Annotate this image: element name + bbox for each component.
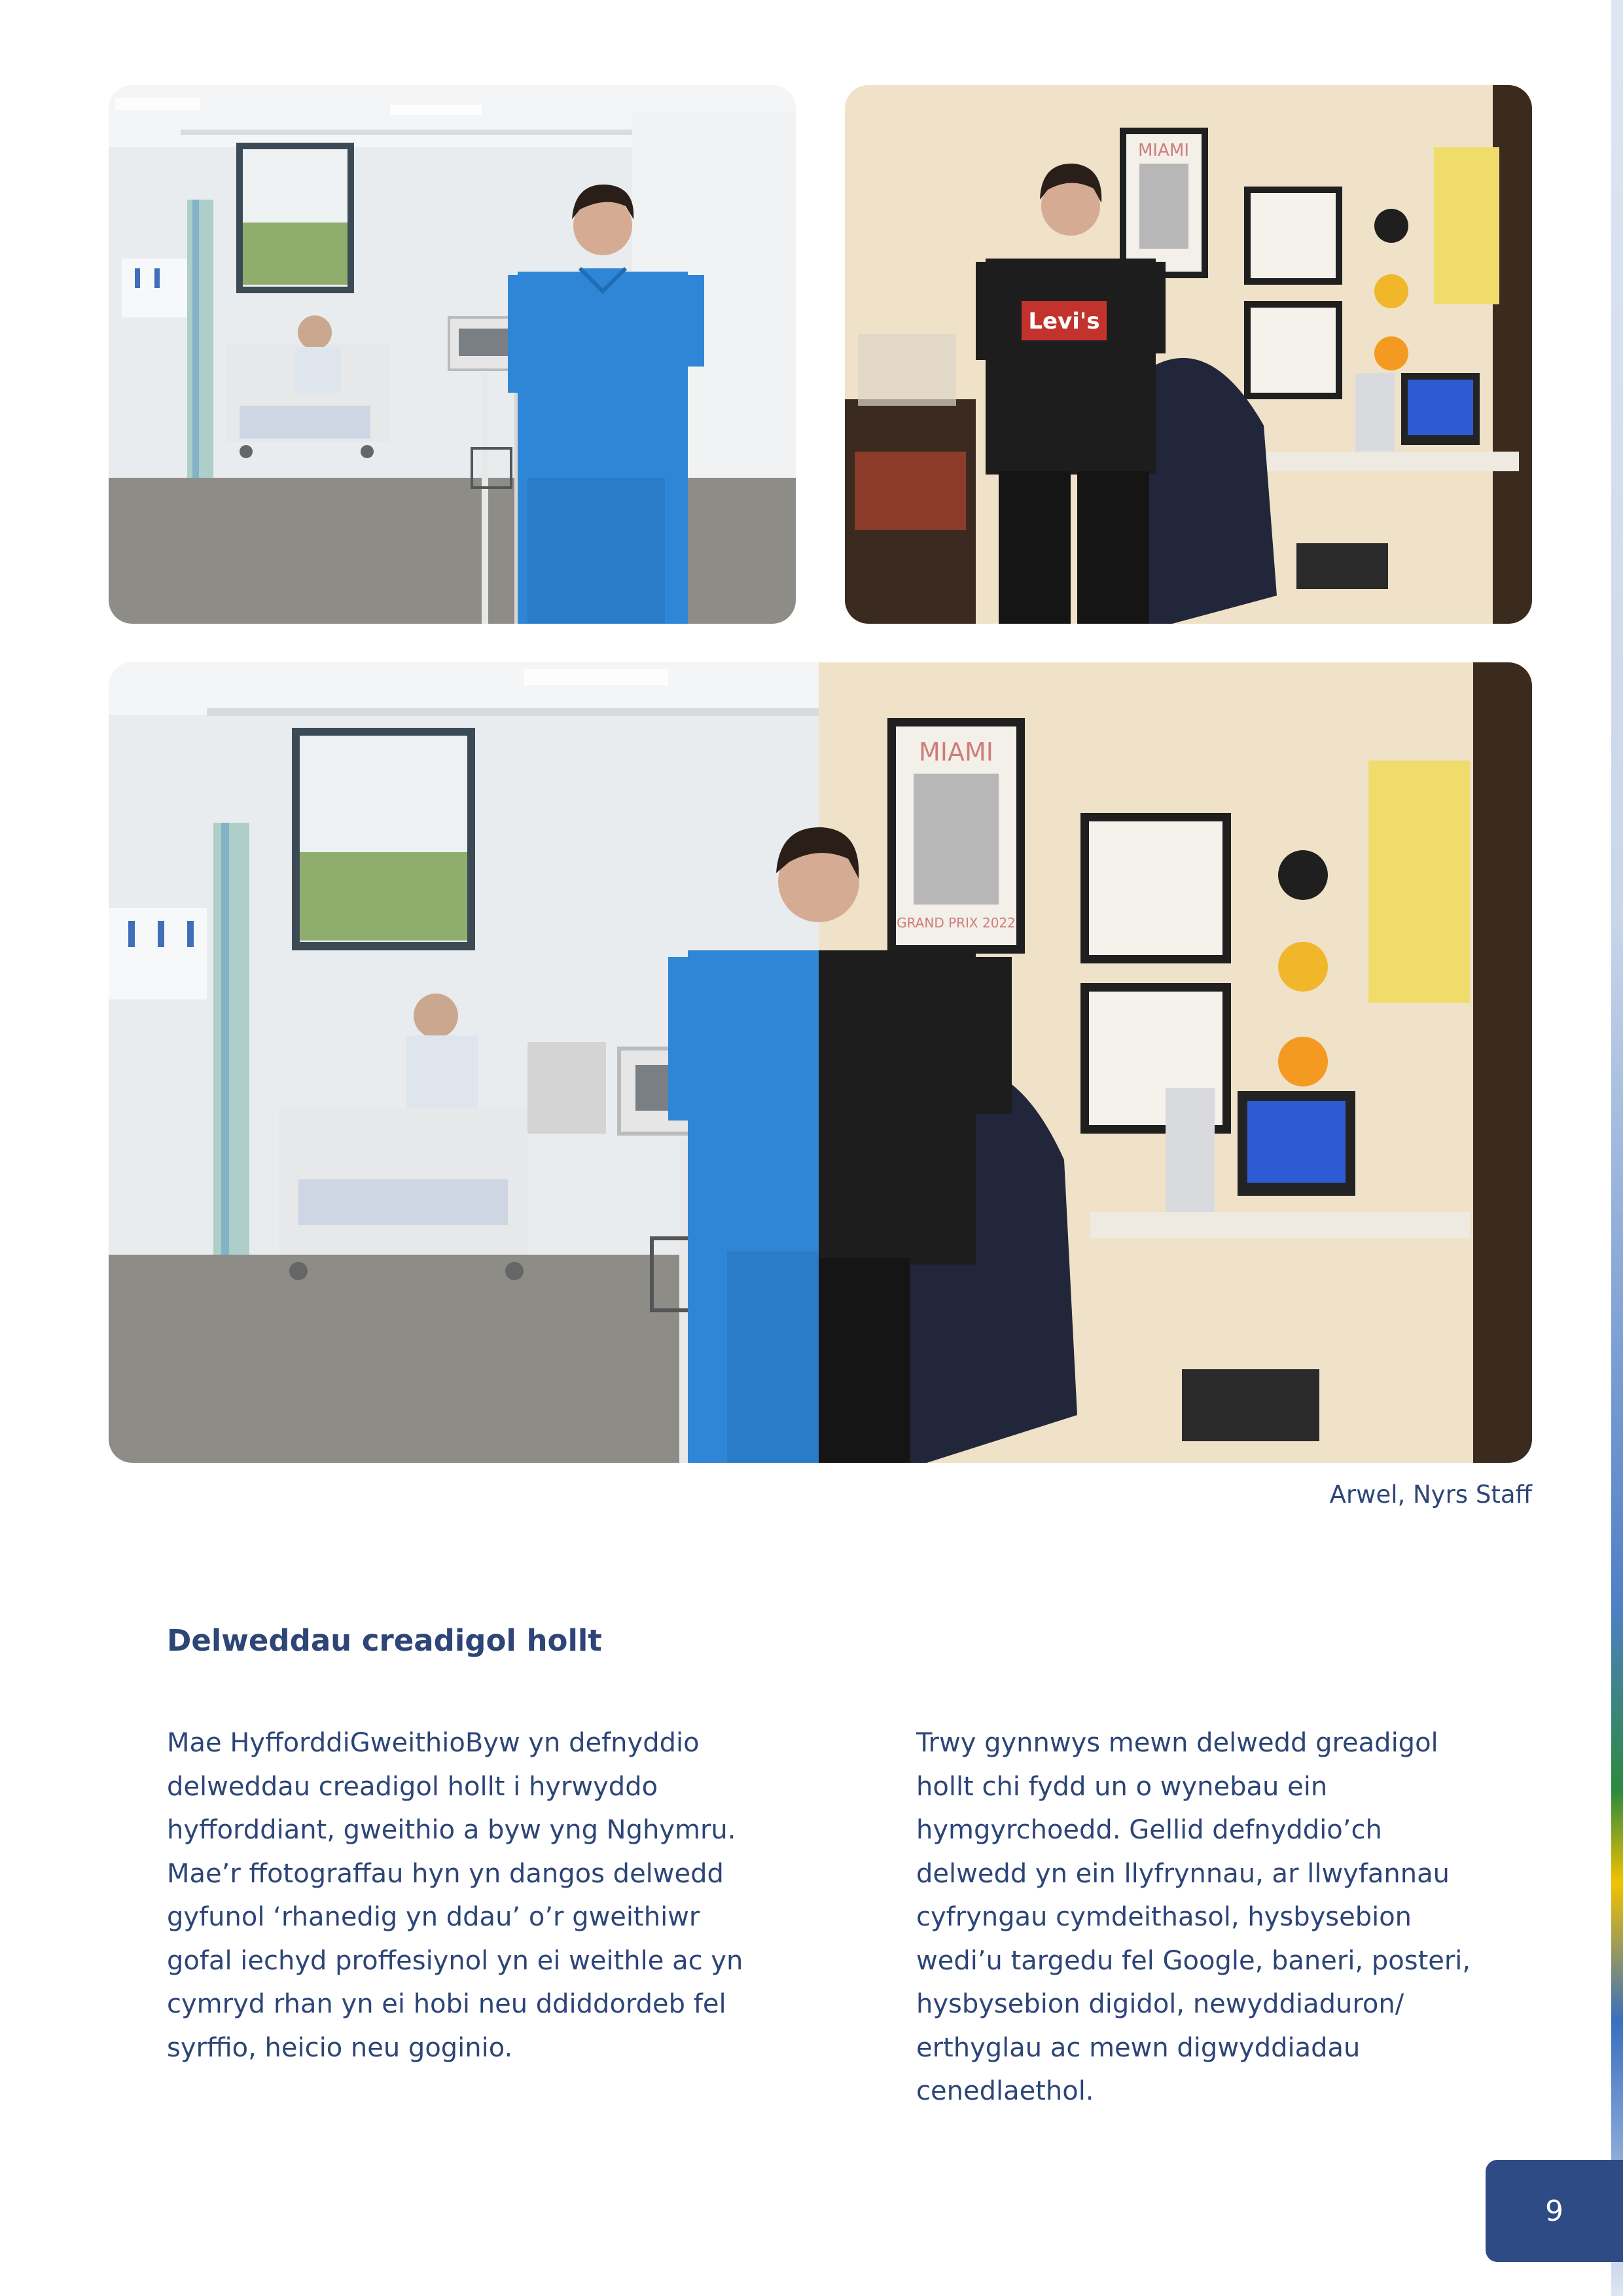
photo-split-creative — [109, 662, 1532, 1463]
page-number-badge — [1486, 2160, 1623, 2262]
paragraph-right — [916, 1721, 1577, 2113]
paragraph-line: delweddau creadigol hollt i hyrwyddo — [167, 1771, 658, 1802]
paragraph-line: cymryd rhan yn ei hobi neu ddiddordeb fel — [167, 1989, 726, 2019]
paragraph-line: hyfforddiant, gweithio a byw yng Nghymru. — [167, 1815, 736, 1845]
paragraph-line: cyfryngau cymdeithasol, hysbysebion — [916, 1902, 1412, 1932]
paragraph-line: Trwy gynnwys mewn delwedd greadigol — [916, 1728, 1438, 1758]
paragraph-line: gyfunol ‘rhanedig yn ddau’ o’r gweithiwr — [167, 1902, 700, 1932]
page-edge-color-strip — [1611, 0, 1623, 2296]
paragraph-line: hymgyrchoedd. Gellid defnyddio’ch — [916, 1815, 1382, 1845]
paragraph-line: Mae’r ffotograffau hyn yn dangos delwedd — [167, 1858, 724, 1889]
poster-grand-prix-text: GRAND PRIX 2022 — [897, 915, 1016, 931]
paragraph-line: erthyglau ac mewn digwyddiadau — [916, 2032, 1361, 2063]
paragraph-line: cenedlaethol. — [916, 2076, 1094, 2106]
photo-caption: Arwel, Nyrs Staff — [1329, 1480, 1532, 1509]
poster-miami-text: MIAMI — [1138, 141, 1189, 160]
paragraph-left — [167, 1721, 828, 2070]
tshirt-logo-text: Levi's — [1028, 308, 1100, 334]
photo-nurse-ward — [109, 85, 796, 624]
poster-miami-text-large: MIAMI — [919, 738, 993, 766]
paragraph-line: hysbysebion digidol, newyddiaduron/ — [916, 1989, 1404, 2019]
paragraph-line: gofal iechyd proffesiynol yn ei weithle ac yn — [167, 1945, 743, 1976]
page-number: 9 — [1545, 2194, 1563, 2228]
photo-man-home-office — [845, 85, 1532, 624]
section-heading: Delweddau creadigol hollt — [167, 1623, 602, 1658]
paragraph-line: hollt chi fydd un o wynebau ein — [916, 1771, 1328, 1802]
paragraph-line: wedi’u targedu fel Google, baneri, posteri, — [916, 1945, 1471, 1976]
paragraph-line: delwedd yn ein llyfrynnau, ar llwyfannau — [916, 1858, 1450, 1889]
paragraph-line: syrffio, heicio neu goginio. — [167, 2032, 513, 2063]
paragraph-line: Mae HyfforddiGweithioByw yn defnyddio — [167, 1728, 700, 1758]
